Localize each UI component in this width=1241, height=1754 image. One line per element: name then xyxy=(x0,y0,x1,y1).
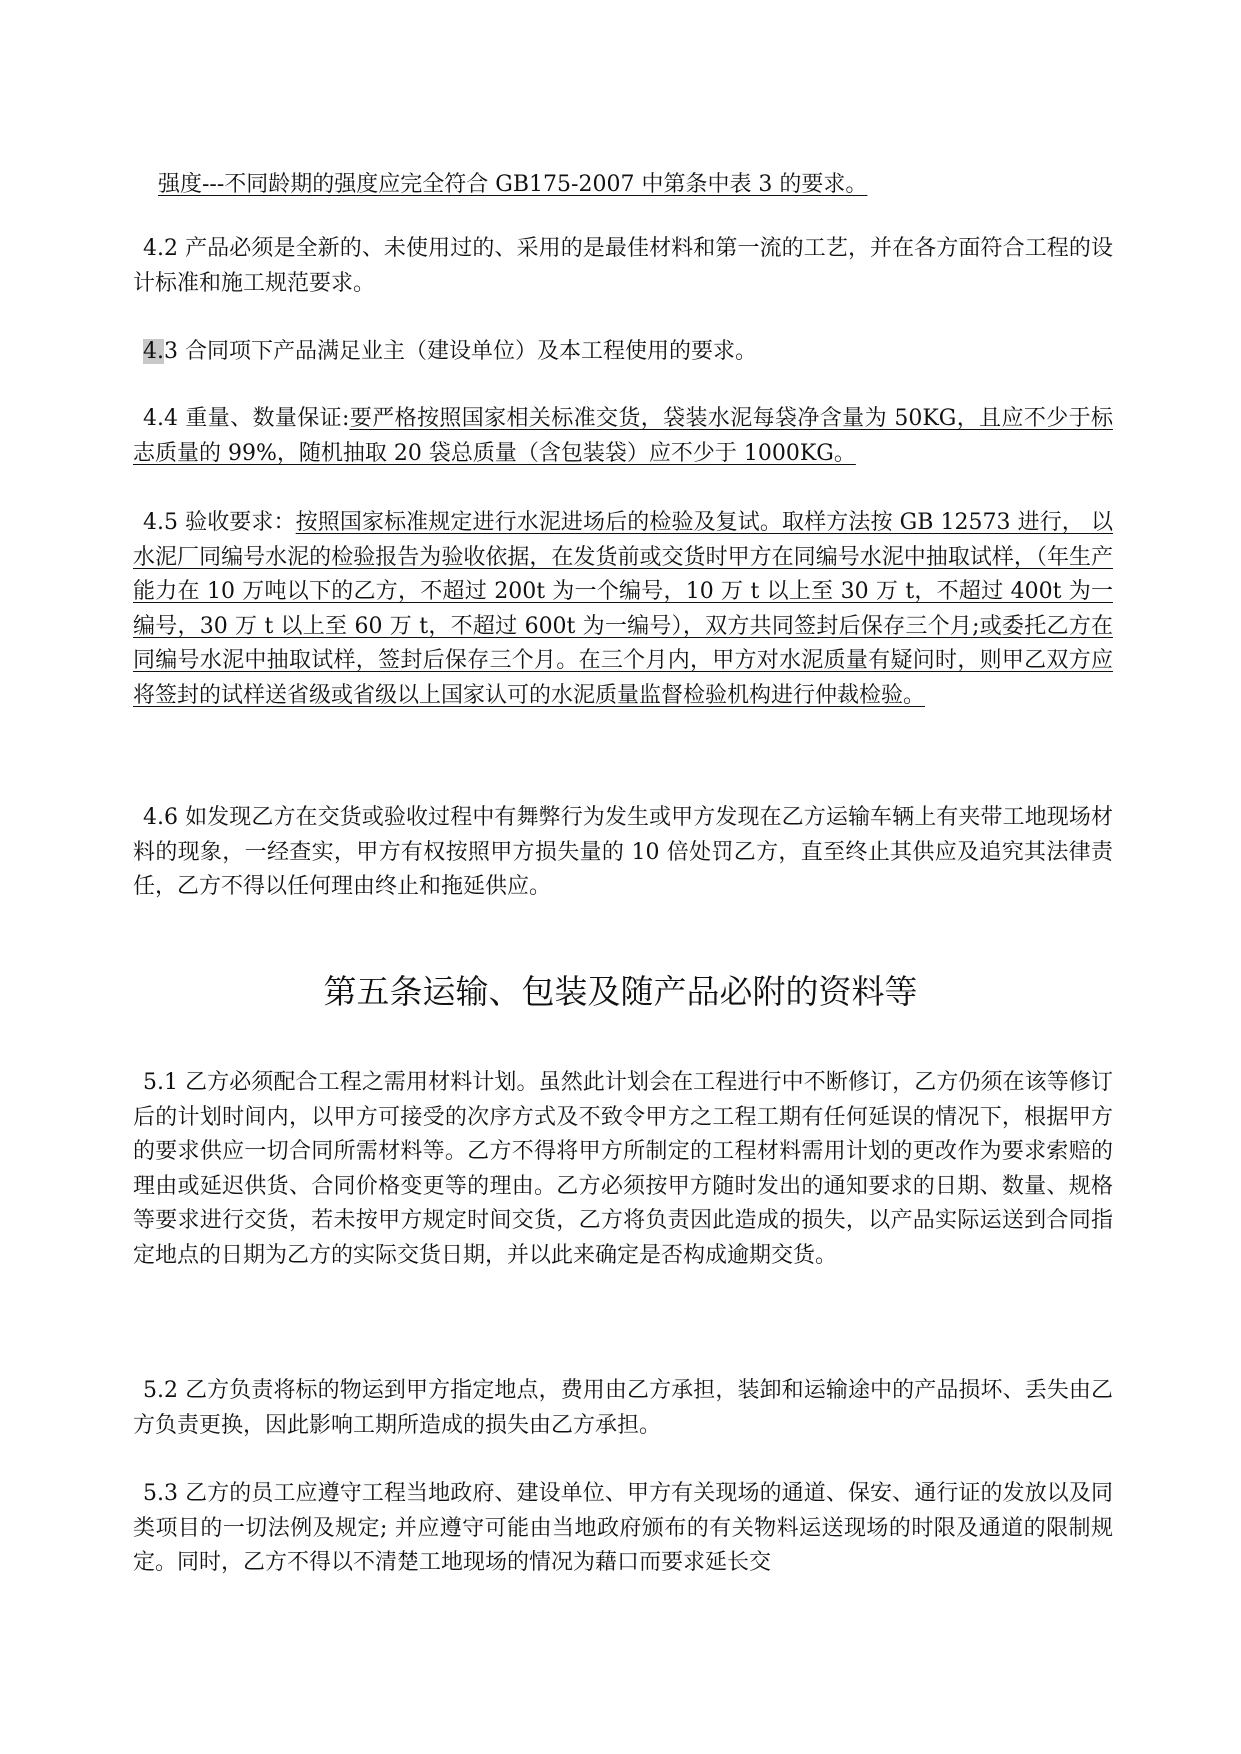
paragraph-4-2: 4.2 产品必须是全新的、未使用过的、采用的是最佳材料和第一流的工艺，并在各方面符合工程的设计标准和施工规范要求。 xyxy=(133,236,1113,296)
paragraph-4-4-underlined: 要严格按照国家相关标准交货，袋装水泥每袋净含量为 50KG，且应不少于标志质量的 99%，随机抽取 20 袋总质量（含包装袋）应不少于 1000KG。 xyxy=(133,406,1113,466)
section-heading-5: 第五条运输、包装及随产品必附的资料等 xyxy=(323,972,918,1011)
paragraph-5-1: 5.1 乙方必须配合工程之需用材料计划。虽然此计划会在工程进行中不断修订，乙方仍须在该等修订后的计划时间内，以甲方可接受的次序方式及不致令甲方之工程工期有任何延误的情况下，根据甲方的要求供应一切合同所需材料等。乙方不得将甲方所制定的工程材料需用计划的更改作为要求索赔的理由或延迟供货、合同价格变更等的理由。乙方必须按甲方随时发出的通知要求的日期、数量、规格等要求进行交货，若未按甲方规定时间交货，乙方将负责因此造成的损失，以产品实际运送到合同指定地点的日期为乙方的实际交货日期，并以此来确定是否构成逾期交货。 xyxy=(133,1070,1113,1268)
paragraph-4-4-lead: 4.4 重量、数量保证: xyxy=(143,406,350,431)
paragraph-4-4 xyxy=(133,402,1113,471)
paragraph-strength xyxy=(158,168,1118,203)
paragraph-5-2: 5.2 乙方负责将标的物运到甲方指定地点，费用由乙方承担，装卸和运输途中的产品损坏、丢失由乙方负责更换，因此影响工期所造成的损失由乙方承担。 xyxy=(133,1378,1113,1438)
paragraph-4-5-lead: 4.5 验收要求： xyxy=(143,510,296,535)
strength-text: 强度---不同龄期的强度应完全符合 GB175-2007 中第条中表 3 的要求。 xyxy=(158,172,868,197)
highlighted-text: 4. xyxy=(143,339,164,364)
paragraph-4-6: 4.6 如发现乙方在交货或验收过程中有舞弊行为发生或甲方发现在乙方运输车辆上有夹带工地现场材料的现象，一经查实，甲方有权按照甲方损失量的 10 倍处罚乙方，直至终止其供应及追究其法律责任，乙方不得以任何理由终止和拖延供应。 xyxy=(133,805,1113,899)
paragraph-4-5 xyxy=(133,506,1113,713)
paragraph-4-3 xyxy=(133,335,1113,370)
paragraph-4-3-text: 3 合同项下产品满足业主（建设单位）及本工程使用的要求。 xyxy=(164,339,757,364)
paragraph-5-3: 5.3 乙方的员工应遵守工程当地政府、建设单位、甲方有关现场的通道、保安、通行证的发放以及同类项目的一切法例及规定; 并应遵守可能由当地政府颁布的有关物料运送现场的时限及通道的限制规定。同时，乙方不得以不清楚工地现场的情况为藉口而要求延长交 xyxy=(133,1481,1113,1575)
paragraph-4-5-underlined: 按照国家标准规定进行水泥进场后的检验及复试。取样方法按 GB 12573 进行， 以水泥厂同编号水泥的检验报告为验收依据，在发货前或交货时甲方在同编号水泥中抽取试样，（年生产能力在 10 万吨以下的乙方，不超过 200t 为一个编号，10 万 t 以上至 30 万 t，不超过 400t 为一编号，30 万 t 以上至 60 万 t，不超过 600t 为一编号），双方共同签封后保存三个月;或委托乙方在同编号水泥中抽取试样，签封后保存三个月。在三个月内，甲方对水泥质量有疑问时，则甲乙双方应将签封的试样送省级或省级以上国家认可的水泥质量监督检验机构进行仲裁检验。 xyxy=(133,510,1114,708)
